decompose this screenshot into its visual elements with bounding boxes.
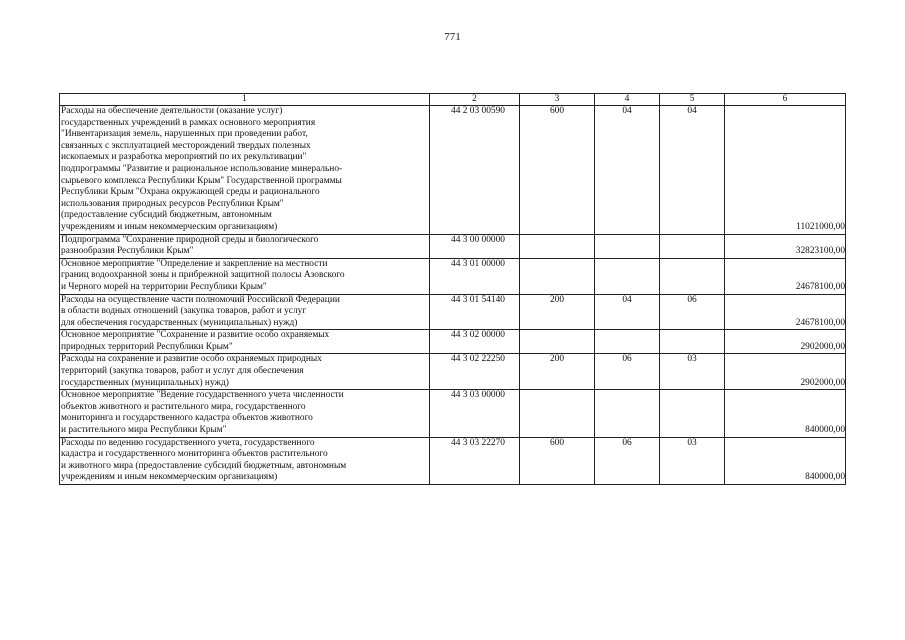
subsection-cell: 06 [660,294,725,330]
amount-cell: 24678100,00 [725,258,846,294]
amount-cell: 840000,00 [725,390,846,437]
subsection-cell [660,258,725,294]
target-code-cell: 44 3 02 22250 [430,354,520,390]
table-row [60,258,846,294]
table-body [60,94,846,485]
subsection-cell [660,330,725,354]
header-cell: 2 [430,94,520,106]
amount-cell: 840000,00 [725,437,846,484]
header-cell: 4 [595,94,660,106]
subsection-cell [660,234,725,258]
target-code-cell: 44 3 01 54140 [430,294,520,330]
section-cell: 04 [595,294,660,330]
description-cell: Основное мероприятие "Определение и закрепление на местности границ водоохранной зоны и прибрежной защитной полосы Азовского и Черного морей на территории Республики Крым" [60,258,430,294]
expense-type-cell: 600 [520,106,595,235]
expense-type-cell: 600 [520,437,595,484]
description-cell: Основное мероприятие "Сохранение и развитие особо охраняемых природных территорий Республики Крым" [60,330,430,354]
section-cell [595,330,660,354]
table-row [60,106,846,235]
description-cell: Расходы на сохранение и развитие особо охраняемых природных территорий (закупка товаров, работ и услуг для обеспечения государственных (муниципальных) нужд) [60,354,430,390]
expense-type-cell [520,258,595,294]
expense-type-cell: 200 [520,294,595,330]
target-code-cell: 44 3 02 00000 [430,330,520,354]
target-code-cell: 44 3 01 00000 [430,258,520,294]
page-number: 771 [444,31,461,43]
amount-cell: 2902000,00 [725,354,846,390]
amount-cell: 2902000,00 [725,330,846,354]
section-cell: 06 [595,354,660,390]
table-row [60,234,846,258]
expense-type-cell [520,330,595,354]
table-row [60,354,846,390]
amount-cell: 24678100,00 [725,294,846,330]
subsection-cell: 03 [660,437,725,484]
subsection-cell: 03 [660,354,725,390]
section-cell: 06 [595,437,660,484]
header-cell: 6 [725,94,846,106]
header-cell: 3 [520,94,595,106]
section-cell [595,234,660,258]
budget-table [59,93,846,485]
description-cell: Основное мероприятие "Ведение государственного учета численности объектов животного и растительного мира, государственного мониторинга и государственного кадастра объектов животного и растительного мира Республики Крым" [60,390,430,437]
subsection-cell: 04 [660,106,725,235]
description-cell: Расходы по ведению государственного учета, государственного кадастра и государственного мониторинга объектов растительного и животного мира (предоставление субсидий бюджетным, автономным учреждениям и иным некоммерческим организациям) [60,437,430,484]
expense-type-cell [520,234,595,258]
target-code-cell: 44 2 03 00590 [430,106,520,235]
amount-cell: 32823100,00 [725,234,846,258]
target-code-cell: 44 3 03 00000 [430,390,520,437]
header-cell: 1 [60,94,430,106]
table-row [60,330,846,354]
target-code-cell: 44 3 03 22270 [430,437,520,484]
table-row [60,437,846,484]
header-cell: 5 [660,94,725,106]
subsection-cell [660,390,725,437]
table-header-row [60,94,846,106]
table-row [60,390,846,437]
target-code-cell: 44 3 00 00000 [430,234,520,258]
section-cell [595,258,660,294]
description-cell: Расходы на осуществление части полномочий Российской Федерации в области водных отношений (закупка товаров, работ и услуг для обеспечения государственных (муниципальных) нужд) [60,294,430,330]
expense-type-cell [520,390,595,437]
expense-type-cell: 200 [520,354,595,390]
section-cell: 04 [595,106,660,235]
description-cell: Подпрограмма "Сохранение природной среды и биологического разнообразия Республики Крым" [60,234,430,258]
description-cell: Расходы на обеспечение деятельности (оказание услуг) государственных учреждений в рамках основного мероприятия "Инвентаризация земель, нарушенных при проведении работ, связанных с эксплуатацией месторождений твердых полезных ископаемых и разработка мероприятий по их рекультивации" подпрограммы "Развитие и рациональное использование минерально- сырьевого комплекса Республики Крым" Государственной программы Республики Крым "Охрана окружающей среды и рационального использования природных ресурсов Республики Крым" (предоставление субсидий бюджетным, автономным учреждениям и иным некоммерческим организациям) [60,106,430,235]
amount-cell: 11021000,00 [725,106,846,235]
table-row [60,294,846,330]
section-cell [595,390,660,437]
